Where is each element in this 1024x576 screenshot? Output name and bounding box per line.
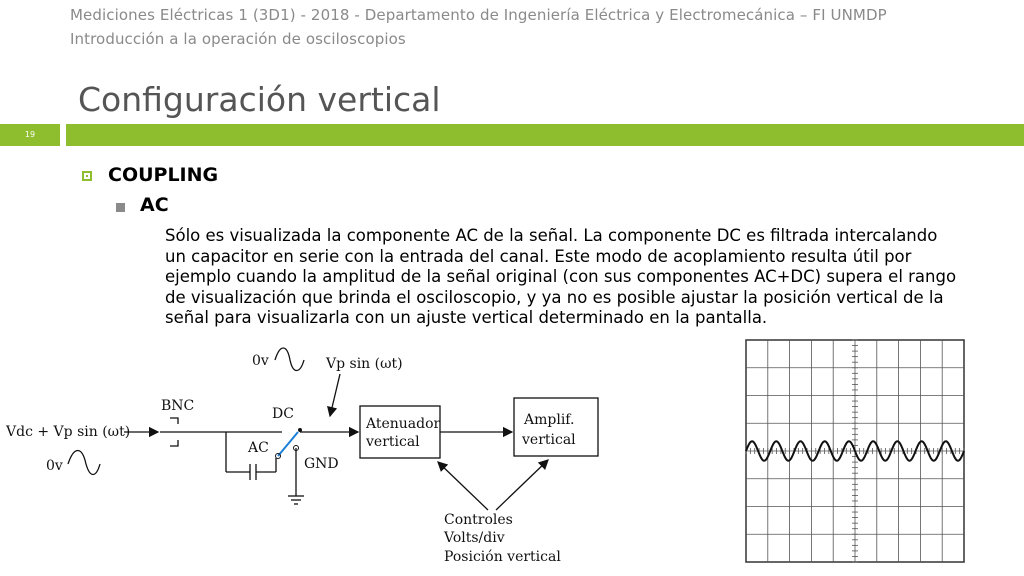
dc-label: DC <box>272 406 294 422</box>
vertical-position-label: Posición vertical <box>444 549 561 565</box>
header-course-line: Mediciones Eléctricas 1 (3D1) - 2018 - Departamento de Ingeniería Eléctrica y Electromecánica – FI UNMDP <box>70 6 887 24</box>
amplifier-label-2: vertical <box>522 432 576 448</box>
controls-label: Controles <box>444 512 513 528</box>
slide-title: Configuración vertical <box>78 80 441 119</box>
paragraph-line: Sólo es visualizada la componente AC de la señal. La componente DC es filtrada intercalando <box>165 226 938 245</box>
vp-arrow <box>330 374 340 416</box>
sine-wave-icon <box>275 348 304 371</box>
title-accent-bar <box>66 124 1024 146</box>
input-sine-wave-icon <box>68 451 100 475</box>
top-zero-volt-label: 0v <box>252 353 269 369</box>
control-arrow-amplifier <box>496 460 548 510</box>
paragraph-line: de visualización que brinda el osciloscopio, y ya no es posible ajustar la posición vertical de la <box>165 287 944 307</box>
amplifier-label-1: Amplif. <box>524 412 575 428</box>
volts-div-label: Volts/div <box>444 530 505 546</box>
attenuator-label-1: Atenuador <box>366 416 441 432</box>
control-arrow-attenuator <box>438 462 488 510</box>
header-topic-line: Introducción a la operación de osciloscopios <box>70 30 406 48</box>
square-bullet-icon <box>82 171 92 181</box>
attenuator-box <box>360 406 440 458</box>
bullet-ac: AC <box>140 194 169 216</box>
filled-square-bullet-icon <box>116 203 125 212</box>
input-zero-volt-label: 0v <box>46 458 63 474</box>
ac-label: AC <box>248 440 269 456</box>
bnc-label: BNC <box>161 398 195 414</box>
input-signal-label: Vdc + Vp sin (ωt) <box>6 424 131 440</box>
bullet-coupling: COUPLING <box>108 164 219 186</box>
oscilloscope-screen <box>744 338 966 564</box>
vp-sine-label: Vp sin (ωt) <box>326 356 403 372</box>
slide-number: 19 <box>24 130 36 139</box>
attenuator-label-2: vertical <box>366 434 420 450</box>
ac-coupling-circuit-diagram <box>0 336 620 576</box>
ac-coupling-description <box>165 226 985 329</box>
paragraph-line: un capacitor en serie con la entrada del canal. Este modo de acoplamiento resulta útil por <box>165 246 912 266</box>
paragraph-line: señal para visualizarla con un ajuste vertical determinado en la pantalla. <box>165 308 768 327</box>
paragraph-line: ejemplo cuando la amplitud de la señal original (con sus componentes AC+DC) supera el rango <box>165 267 957 286</box>
gnd-label: GND <box>304 456 339 472</box>
